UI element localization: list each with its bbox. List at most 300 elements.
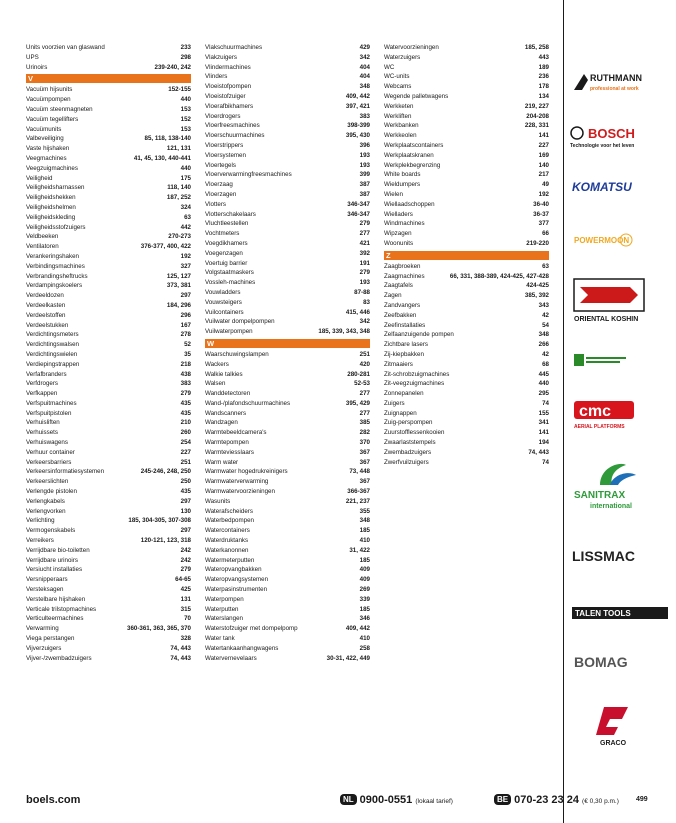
index-entry <box>26 624 191 634</box>
index-pages: 218 <box>180 360 191 368</box>
index-term: Verdeeldozen <box>26 292 64 300</box>
index-pages: 415, 446 <box>345 308 370 316</box>
index-entry <box>205 190 370 200</box>
index-entry <box>205 605 370 615</box>
index-pages: 328 <box>180 635 191 643</box>
index-pages: 398-399 <box>347 122 370 130</box>
index-entry <box>205 389 370 399</box>
index-term: Verrijdbare bio-toiletten <box>26 546 90 554</box>
index-entry <box>26 428 191 438</box>
index-term: Waterputten <box>205 605 239 613</box>
index-pages: 383 <box>180 380 191 388</box>
index-pages: 120-121, 123, 318 <box>140 537 191 545</box>
index-pages: 184, 296 <box>166 301 191 309</box>
index-pages: 370 <box>359 439 370 447</box>
index-pages: 346-347 <box>347 210 370 218</box>
index-pages: 52-53 <box>354 380 370 388</box>
index-term: Vlotterschakelaars <box>205 210 256 218</box>
index-pages: 279 <box>180 390 191 398</box>
index-pages: 140 <box>538 161 549 169</box>
index-entry <box>205 43 370 53</box>
index-entry <box>384 311 549 321</box>
index-pages: 279 <box>180 566 191 574</box>
index-term: Zuignappen <box>384 409 417 417</box>
index-term: Waterslangen <box>205 615 243 623</box>
index-pages: 277 <box>359 390 370 398</box>
index-entry <box>205 288 370 298</box>
index-entry <box>205 409 370 419</box>
powermoon-text: POWERMOON <box>574 236 630 245</box>
index-pages: 297 <box>180 497 191 505</box>
index-pages: 410 <box>359 635 370 643</box>
index-entry <box>205 507 370 517</box>
index-term: Verfafbranders <box>26 370 67 378</box>
index-entry <box>26 507 191 517</box>
index-pages: 125, 127 <box>166 272 191 280</box>
index-pages: 74, 443 <box>170 654 191 662</box>
index-term: Veegmachines <box>26 154 67 162</box>
index-entry <box>205 72 370 82</box>
index-entry <box>384 210 549 220</box>
cmc-logo <box>564 398 676 432</box>
index-entry <box>26 125 191 135</box>
index-pages: 63 <box>542 262 549 270</box>
index-term: Versteksagen <box>26 586 64 594</box>
index-term: Vloerzagen <box>205 190 237 198</box>
index-entry <box>205 298 370 308</box>
index-term: Wiellaadschoppen <box>384 200 435 208</box>
index-term: Vuilcontainers <box>205 308 244 316</box>
index-entry <box>205 614 370 624</box>
be-phone: 070-23 23 24 <box>514 794 579 806</box>
index-pages: 278 <box>180 331 191 339</box>
index-term: Walsen <box>205 380 226 388</box>
index-pages: 193 <box>359 151 370 159</box>
bosch-logo <box>564 120 676 150</box>
index-term: Veiligheidshelmen <box>26 203 76 211</box>
index-term: Vacuümunits <box>26 125 62 133</box>
index-entry <box>384 458 549 468</box>
index-term: Veiligheidsharnassen <box>26 184 85 192</box>
index-term: Wasunits <box>205 497 231 505</box>
index-pages: 360-361, 363, 365, 370 <box>127 625 191 633</box>
bomag-text: BOMAG <box>574 654 628 670</box>
index-pages: 385 <box>359 419 370 427</box>
index-term: Verfkappen <box>26 390 58 398</box>
index-entry <box>384 409 549 419</box>
index-entry <box>205 239 370 249</box>
index-term: Vluchtleestellen <box>205 220 249 228</box>
index-entry <box>26 389 191 399</box>
index-pages: 435 <box>180 488 191 496</box>
index-pages: 315 <box>180 605 191 613</box>
index-term: Werkplekbegrenzing <box>384 161 441 169</box>
index-entry <box>205 151 370 161</box>
index-term: Verhuissets <box>26 429 58 437</box>
index-term: Warmtepompen <box>205 439 249 447</box>
index-pages: 83 <box>363 298 370 306</box>
index-entry <box>26 634 191 644</box>
index-term: Verdiepingstrappen <box>26 360 80 368</box>
index-pages: 175 <box>180 174 191 182</box>
footer-be-phone <box>494 794 619 806</box>
index-entry <box>26 360 191 370</box>
index-term: UPS <box>26 53 39 61</box>
index-entry <box>384 281 549 291</box>
index-pages: 420 <box>359 360 370 368</box>
index-entry <box>26 85 191 95</box>
index-entry <box>205 556 370 566</box>
index-pages: 66, 331, 388-389, 424-425, 427-428 <box>449 272 549 280</box>
index-pages: 85, 118, 138-140 <box>144 135 191 143</box>
index-pages: 245-246, 248, 250 <box>140 468 191 476</box>
index-entry <box>205 112 370 122</box>
index-pages: 228, 331 <box>524 122 549 130</box>
index-pages: 227 <box>180 448 191 456</box>
index-term: Zitmaaiers <box>384 360 413 368</box>
index-term: Zandvangers <box>384 301 421 309</box>
index-pages: 121, 131 <box>166 145 191 153</box>
index-entry <box>26 53 191 63</box>
index-pages: 36-37 <box>533 210 549 218</box>
index-pages: 52 <box>184 341 191 349</box>
index-term: Volgstaatmaskers <box>205 269 254 277</box>
index-entry <box>205 595 370 605</box>
index-entry <box>205 565 370 575</box>
index-entry <box>384 438 549 448</box>
index-pages: 217 <box>538 171 549 179</box>
index-term: Water tank <box>205 635 235 643</box>
index-term: Waterdruktanks <box>205 537 249 545</box>
index-term: Woonunits <box>384 239 414 247</box>
index-column-2 <box>205 43 370 663</box>
index-term: Zwerfvuilzuigers <box>384 458 429 466</box>
index-entry <box>384 321 549 331</box>
powermoon-logo <box>564 228 676 252</box>
index-entry <box>205 161 370 171</box>
index-term: Vloerstrippers <box>205 141 244 149</box>
index-entry <box>26 164 191 174</box>
index-pages: 385, 392 <box>524 292 549 300</box>
index-pages: 189 <box>538 63 549 71</box>
index-term: Vacuüm steenmagneten <box>26 105 93 113</box>
index-entry <box>26 379 191 389</box>
index-term: Verticale trilstopmachines <box>26 605 97 613</box>
index-pages: 42 <box>542 311 549 319</box>
oriental-koshin-logo <box>564 276 676 326</box>
index-pages: 387 <box>359 181 370 189</box>
index-entry <box>384 340 549 350</box>
index-term: Waarschuwingslampen <box>205 350 269 358</box>
index-term: Verhuiswagens <box>26 439 68 447</box>
index-entry <box>205 92 370 102</box>
index-entry <box>384 200 549 210</box>
index-term: Zaagtafels <box>384 282 413 290</box>
index-pages: 221, 237 <box>345 497 370 505</box>
index-entry <box>205 170 370 180</box>
index-pages: 178 <box>538 83 549 91</box>
index-term: Waterpasinstrumenten <box>205 586 268 594</box>
index-entry <box>26 536 191 546</box>
index-entry <box>26 183 191 193</box>
index-term: Warmtebeeldcamera's <box>205 429 267 437</box>
index-term: Verdichtingsmeters <box>26 331 79 339</box>
index-entry <box>205 278 370 288</box>
index-term: Valbeveiliging <box>26 135 64 143</box>
index-term: Verdichtingswalsen <box>26 341 79 349</box>
index-term: Vloerverwarmingfreesmachines <box>205 171 292 179</box>
index-entry <box>205 418 370 428</box>
index-entry <box>205 516 370 526</box>
index-pages: 327 <box>180 262 191 270</box>
index-term: Veiligheid <box>26 174 53 182</box>
index-entry <box>26 134 191 144</box>
index-term: Vlakschuurmachines <box>205 44 263 51</box>
index-term: Vossleh-machines <box>205 279 256 287</box>
footer-nl-phone <box>340 794 453 806</box>
index-term: Veegzuigmachines <box>26 164 78 172</box>
index-entry <box>26 95 191 105</box>
index-pages: 74 <box>542 458 549 466</box>
section-header-v: V <box>26 74 191 83</box>
index-pages: 377 <box>538 220 549 228</box>
index-entry <box>26 252 191 262</box>
index-term: Vermogenskabels <box>26 527 76 535</box>
index-entry <box>205 102 370 112</box>
index-term: Vacuüm tegellifters <box>26 115 79 123</box>
index-entry <box>26 409 191 419</box>
index-pages: 192 <box>180 252 191 260</box>
index-pages: 355 <box>359 507 370 515</box>
index-entry <box>384 53 549 63</box>
index-entry <box>26 281 191 291</box>
be-note: (€ 0,30 p.m.) <box>582 798 619 805</box>
index-term: Verticulteermachines <box>26 615 84 623</box>
index-entry <box>26 605 191 615</box>
index-term: Ventilatoren <box>26 243 59 251</box>
index-entry <box>205 428 370 438</box>
index-pages: 445 <box>538 370 549 378</box>
index-term: Wandscanners <box>205 409 247 417</box>
index-pages: 193 <box>359 161 370 169</box>
index-term: Verreikers <box>26 537 54 545</box>
index-column-1 <box>26 43 191 663</box>
index-term: Wielladers <box>384 210 413 218</box>
index-term: Verwarming <box>26 625 59 633</box>
index-pages: 341 <box>538 419 549 427</box>
index-term: Vochtmeters <box>205 230 240 238</box>
index-entry <box>205 536 370 546</box>
index-pages: 74 <box>542 399 549 407</box>
index-entry <box>26 272 191 282</box>
index-term: Zaagmachines <box>384 272 425 280</box>
index-term: Vlakzuigers <box>205 53 237 61</box>
index-entry <box>26 330 191 340</box>
index-term: Vijver-/zwembadzuigers <box>26 654 92 662</box>
index-entry <box>384 131 549 141</box>
index-entry <box>384 112 549 122</box>
index-term: Watervoorzieningen <box>384 44 439 51</box>
index-term: Wipzagen <box>384 230 412 238</box>
index-entry <box>384 330 549 340</box>
index-pages: 87-88 <box>354 288 370 296</box>
index-entry <box>26 105 191 115</box>
index-entry <box>205 317 370 327</box>
index-term: Warmteviesslaars <box>205 448 254 456</box>
index-pages: 383 <box>359 112 370 120</box>
index-pages: 392 <box>359 249 370 257</box>
graco-logo <box>564 700 676 748</box>
index-entry <box>205 497 370 507</box>
index-entry <box>26 614 191 624</box>
index-term: Vlotters <box>205 200 226 208</box>
index-term: Verdampingskoelers <box>26 282 83 290</box>
index-pages: 239-240, 242 <box>154 63 191 71</box>
index-term: Vijverzuigers <box>26 644 62 652</box>
index-pages: 343 <box>538 301 549 309</box>
index-entry <box>26 213 191 223</box>
bosch-text: BOSCH <box>588 126 635 141</box>
index-term: Zelfaanzuigende pompen <box>384 331 454 339</box>
index-pages: 219-220 <box>526 239 549 247</box>
index-entry <box>26 477 191 487</box>
index-term: Zuigers <box>384 399 405 407</box>
index-pages: 282 <box>359 429 370 437</box>
index-pages: 277 <box>359 230 370 238</box>
index-entry <box>26 418 191 428</box>
index-term: Vlinders <box>205 73 228 81</box>
index-term: Verdichtingswielen <box>26 350 78 358</box>
index-pages: 185, 304-305, 307-308 <box>128 517 191 525</box>
index-entry <box>384 121 549 131</box>
index-pages: 270-273 <box>168 233 191 241</box>
index-pages: 233 <box>180 44 191 51</box>
index-pages: 74, 443 <box>528 448 549 456</box>
index-term: Vlindermachines <box>205 63 251 71</box>
index-term: Vloertegels <box>205 161 236 169</box>
index-entry <box>205 526 370 536</box>
index-entry <box>205 350 370 360</box>
footer-url[interactable]: boels.com <box>26 794 81 806</box>
index-pages: 155 <box>538 409 549 417</box>
index-pages: 185 <box>359 556 370 564</box>
index-pages: 210 <box>180 419 191 427</box>
index-entry <box>384 399 549 409</box>
talen-tools-text: TALEN TOOLS <box>575 609 631 618</box>
bomag-logo <box>564 650 676 672</box>
index-term: Urinoirs <box>26 63 48 71</box>
index-pages: 348 <box>538 331 549 339</box>
index-term: Walkie talkies <box>205 370 243 378</box>
index-entry <box>26 232 191 242</box>
index-entry <box>26 575 191 585</box>
index-term: Waterafscheiders <box>205 507 253 515</box>
index-pages: 130 <box>180 507 191 515</box>
index-pages: 396 <box>359 141 370 149</box>
index-entry <box>26 340 191 350</box>
index-entry <box>26 350 191 360</box>
ruthmann-text: RUTHMANN <box>590 73 642 83</box>
index-pages: 435 <box>180 409 191 417</box>
index-pages: 153 <box>180 125 191 133</box>
index-entry <box>384 301 549 311</box>
index-pages: 30-31, 422, 449 <box>326 654 370 662</box>
index-entry <box>384 43 549 53</box>
index-term: Waterzuigers <box>384 53 421 61</box>
index-term: Wanddetectoren <box>205 390 251 398</box>
index-entry <box>205 654 370 664</box>
index-pages: 49 <box>542 181 549 189</box>
index-entry <box>26 526 191 536</box>
index-pages: 260 <box>180 429 191 437</box>
index-pages: 242 <box>180 546 191 554</box>
index-pages: 367 <box>359 448 370 456</box>
index-term: Waterpompen <box>205 595 244 603</box>
index-term: Wandzagen <box>205 419 238 427</box>
brand-logo-column <box>564 0 676 790</box>
nl-note: (lokaal tarief) <box>415 798 453 805</box>
index-term: Zit-veegzuigmachines <box>384 380 445 388</box>
index-pages: 367 <box>359 458 370 466</box>
index-pages: 141 <box>538 429 549 437</box>
index-term: Veiligheidskleding <box>26 213 76 221</box>
index-entry <box>26 458 191 468</box>
index-term: Werkketen <box>384 102 414 110</box>
index-term: Zichtbare lasers <box>384 341 429 349</box>
index-term: Watercontainers <box>205 527 250 535</box>
index-entry <box>384 219 549 229</box>
index-entry <box>205 259 370 269</box>
index-pages: 339 <box>359 595 370 603</box>
index-pages: 266 <box>538 341 549 349</box>
index-term: Zwaarlaststempels <box>384 439 436 447</box>
index-pages: 297 <box>180 292 191 300</box>
index-pages: 169 <box>538 151 549 159</box>
index-entry <box>384 350 549 360</box>
index-entry <box>205 249 370 259</box>
index-entry <box>26 585 191 595</box>
index-entry <box>205 219 370 229</box>
index-term: Viega perstangen <box>26 635 75 643</box>
index-term: Zij-kiepbakken <box>384 350 424 358</box>
index-term: Zwembadzuigers <box>384 448 432 456</box>
index-pages: 36-40 <box>533 200 549 208</box>
index-entry <box>384 291 549 301</box>
index-pages: 399 <box>359 171 370 179</box>
index-entry <box>205 229 370 239</box>
index-entry <box>205 63 370 73</box>
index-term: Werkplaatscontainers <box>384 141 444 149</box>
index-pages: 70 <box>184 615 191 623</box>
index-pages: 395, 430 <box>345 132 370 140</box>
index-term: Vloerzaag <box>205 181 233 189</box>
index-pages: 64-65 <box>175 576 191 584</box>
index-entry <box>205 121 370 131</box>
index-entry <box>205 487 370 497</box>
index-pages: 295 <box>538 390 549 398</box>
index-pages: 74, 443 <box>170 644 191 652</box>
index-entry <box>384 389 549 399</box>
index-pages: 68 <box>542 360 549 368</box>
index-pages: 204-208 <box>526 112 549 120</box>
sanitrax-text: SANITRAX <box>574 490 626 501</box>
index-term: Verlichting <box>26 517 55 525</box>
index-entry <box>205 624 370 634</box>
index-entry <box>384 239 549 249</box>
index-term: Wielen <box>384 190 403 198</box>
index-term: Zaagbroeken <box>384 262 421 270</box>
index-entry <box>205 546 370 556</box>
